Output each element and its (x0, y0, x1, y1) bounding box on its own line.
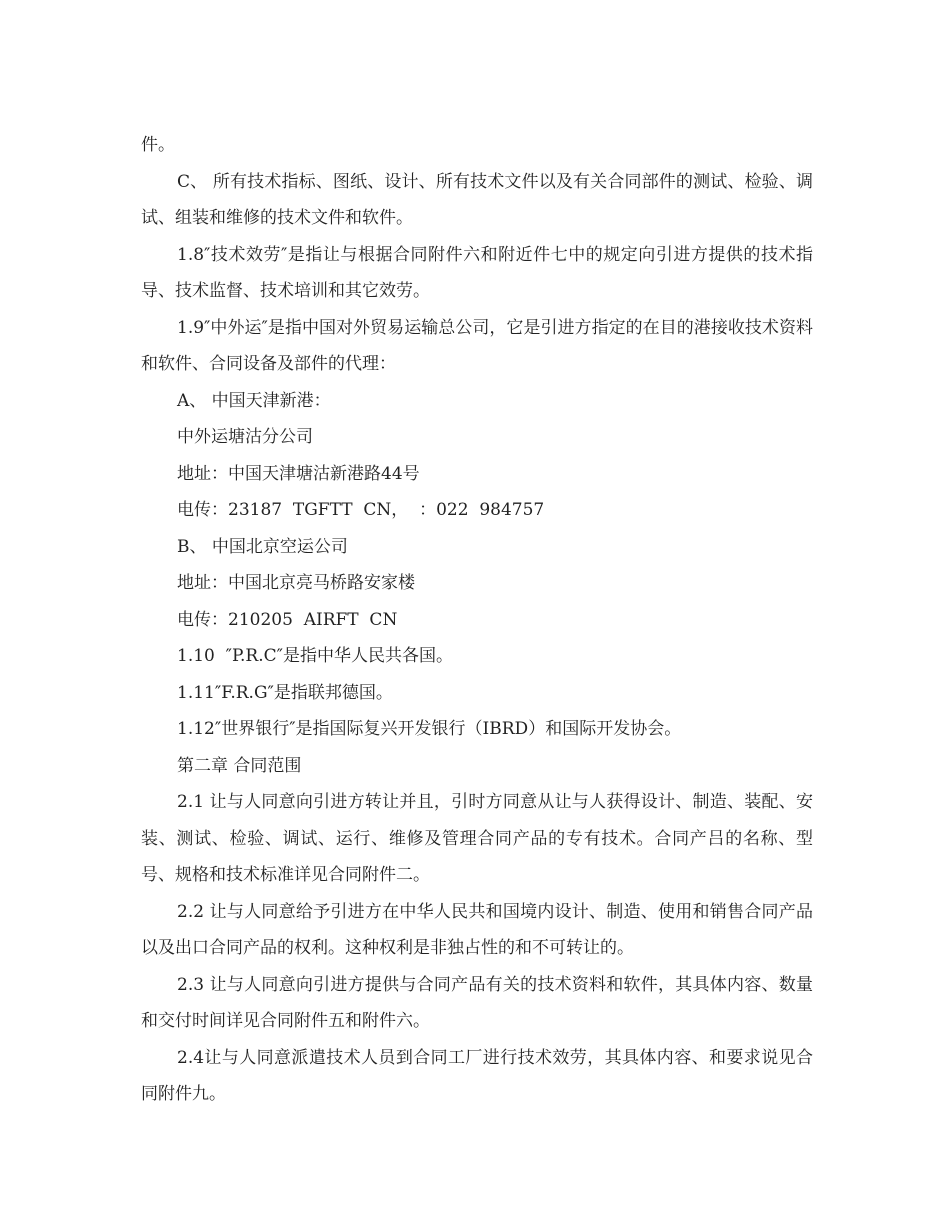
paragraph-continuation: 件。 (141, 135, 175, 155)
paragraph-1-10: 1.10 ″P.R.C″是指中华人民共各国。 (177, 646, 453, 666)
document-body (141, 127, 813, 1113)
agent-a-name: 中外运塘沽分公司 (177, 427, 313, 447)
paragraph-item-c: C、 所有技术指标、图纸、设计、所有技术文件以及有关合同部件的测试、检验、调试、组装和维修的技术文件和软件。 (141, 171, 813, 228)
paragraph-2-4: 2.4让与人同意派遣技术人员到合同工厂进行技术效劳，其具体内容、和要求说见合同附件九。 (141, 1047, 813, 1104)
agent-a-telex: 电传：23187 TGFTT CN， ：022 984757 (177, 500, 545, 520)
chapter-2-heading: 第二章 合同范围 (177, 755, 302, 776)
agent-a-heading: A、 中国天津新港： (177, 390, 331, 411)
paragraph-1-9: 1.9″中外运″是指中国对外贸易运输总公司，它是引进方指定的在目的港接收技术资料和软件、合同设备及部件的代理： (141, 317, 813, 374)
agent-a-address: 地址：中国天津塘沽新港路44号 (177, 463, 420, 484)
paragraph-1-11: 1.11″F.R.G″是指联邦德国。 (177, 682, 393, 703)
agent-b-telex: 电传：210205 AIRFT CN (177, 609, 398, 630)
paragraph-2-2: 2.2 让与人同意给予引进方在中华人民共和国境内设计、制造、使用和销售合同产品以及出口合同产品的权利。这种权利是非独占性的和不可转让的。 (141, 901, 813, 958)
paragraph-1-8: 1.8″技术效劳″是指让与根据合同附件六和附近件七中的规定向引进方提供的技术指导、技术监督、技术培训和其它效劳。 (141, 244, 813, 301)
paragraph-2-1: 2.1 让与人同意向引进方转让并且，引时方同意从让与人获得设计、制造、装配、安装、测试、检验、调试、运行、维修及管理合同产品的专有技术。合同产吕的名称、型号、规格和技术标准详见合同附件二。 (141, 792, 813, 885)
agent-b-address: 地址：中国北京亮马桥路安家楼 (177, 573, 415, 593)
agent-b-heading: B、 中国北京空运公司 (177, 536, 348, 557)
paragraph-2-3: 2.3 让与人同意向引进方提供与合同产品有关的技术资料和软件，其具体内容、数量和交付时间详见合同附件五和附件六。 (141, 974, 813, 1031)
paragraph-1-12: 1.12″世界银行″是指国际复兴开发银行（IBRD）和国际开发协会。 (177, 719, 682, 739)
